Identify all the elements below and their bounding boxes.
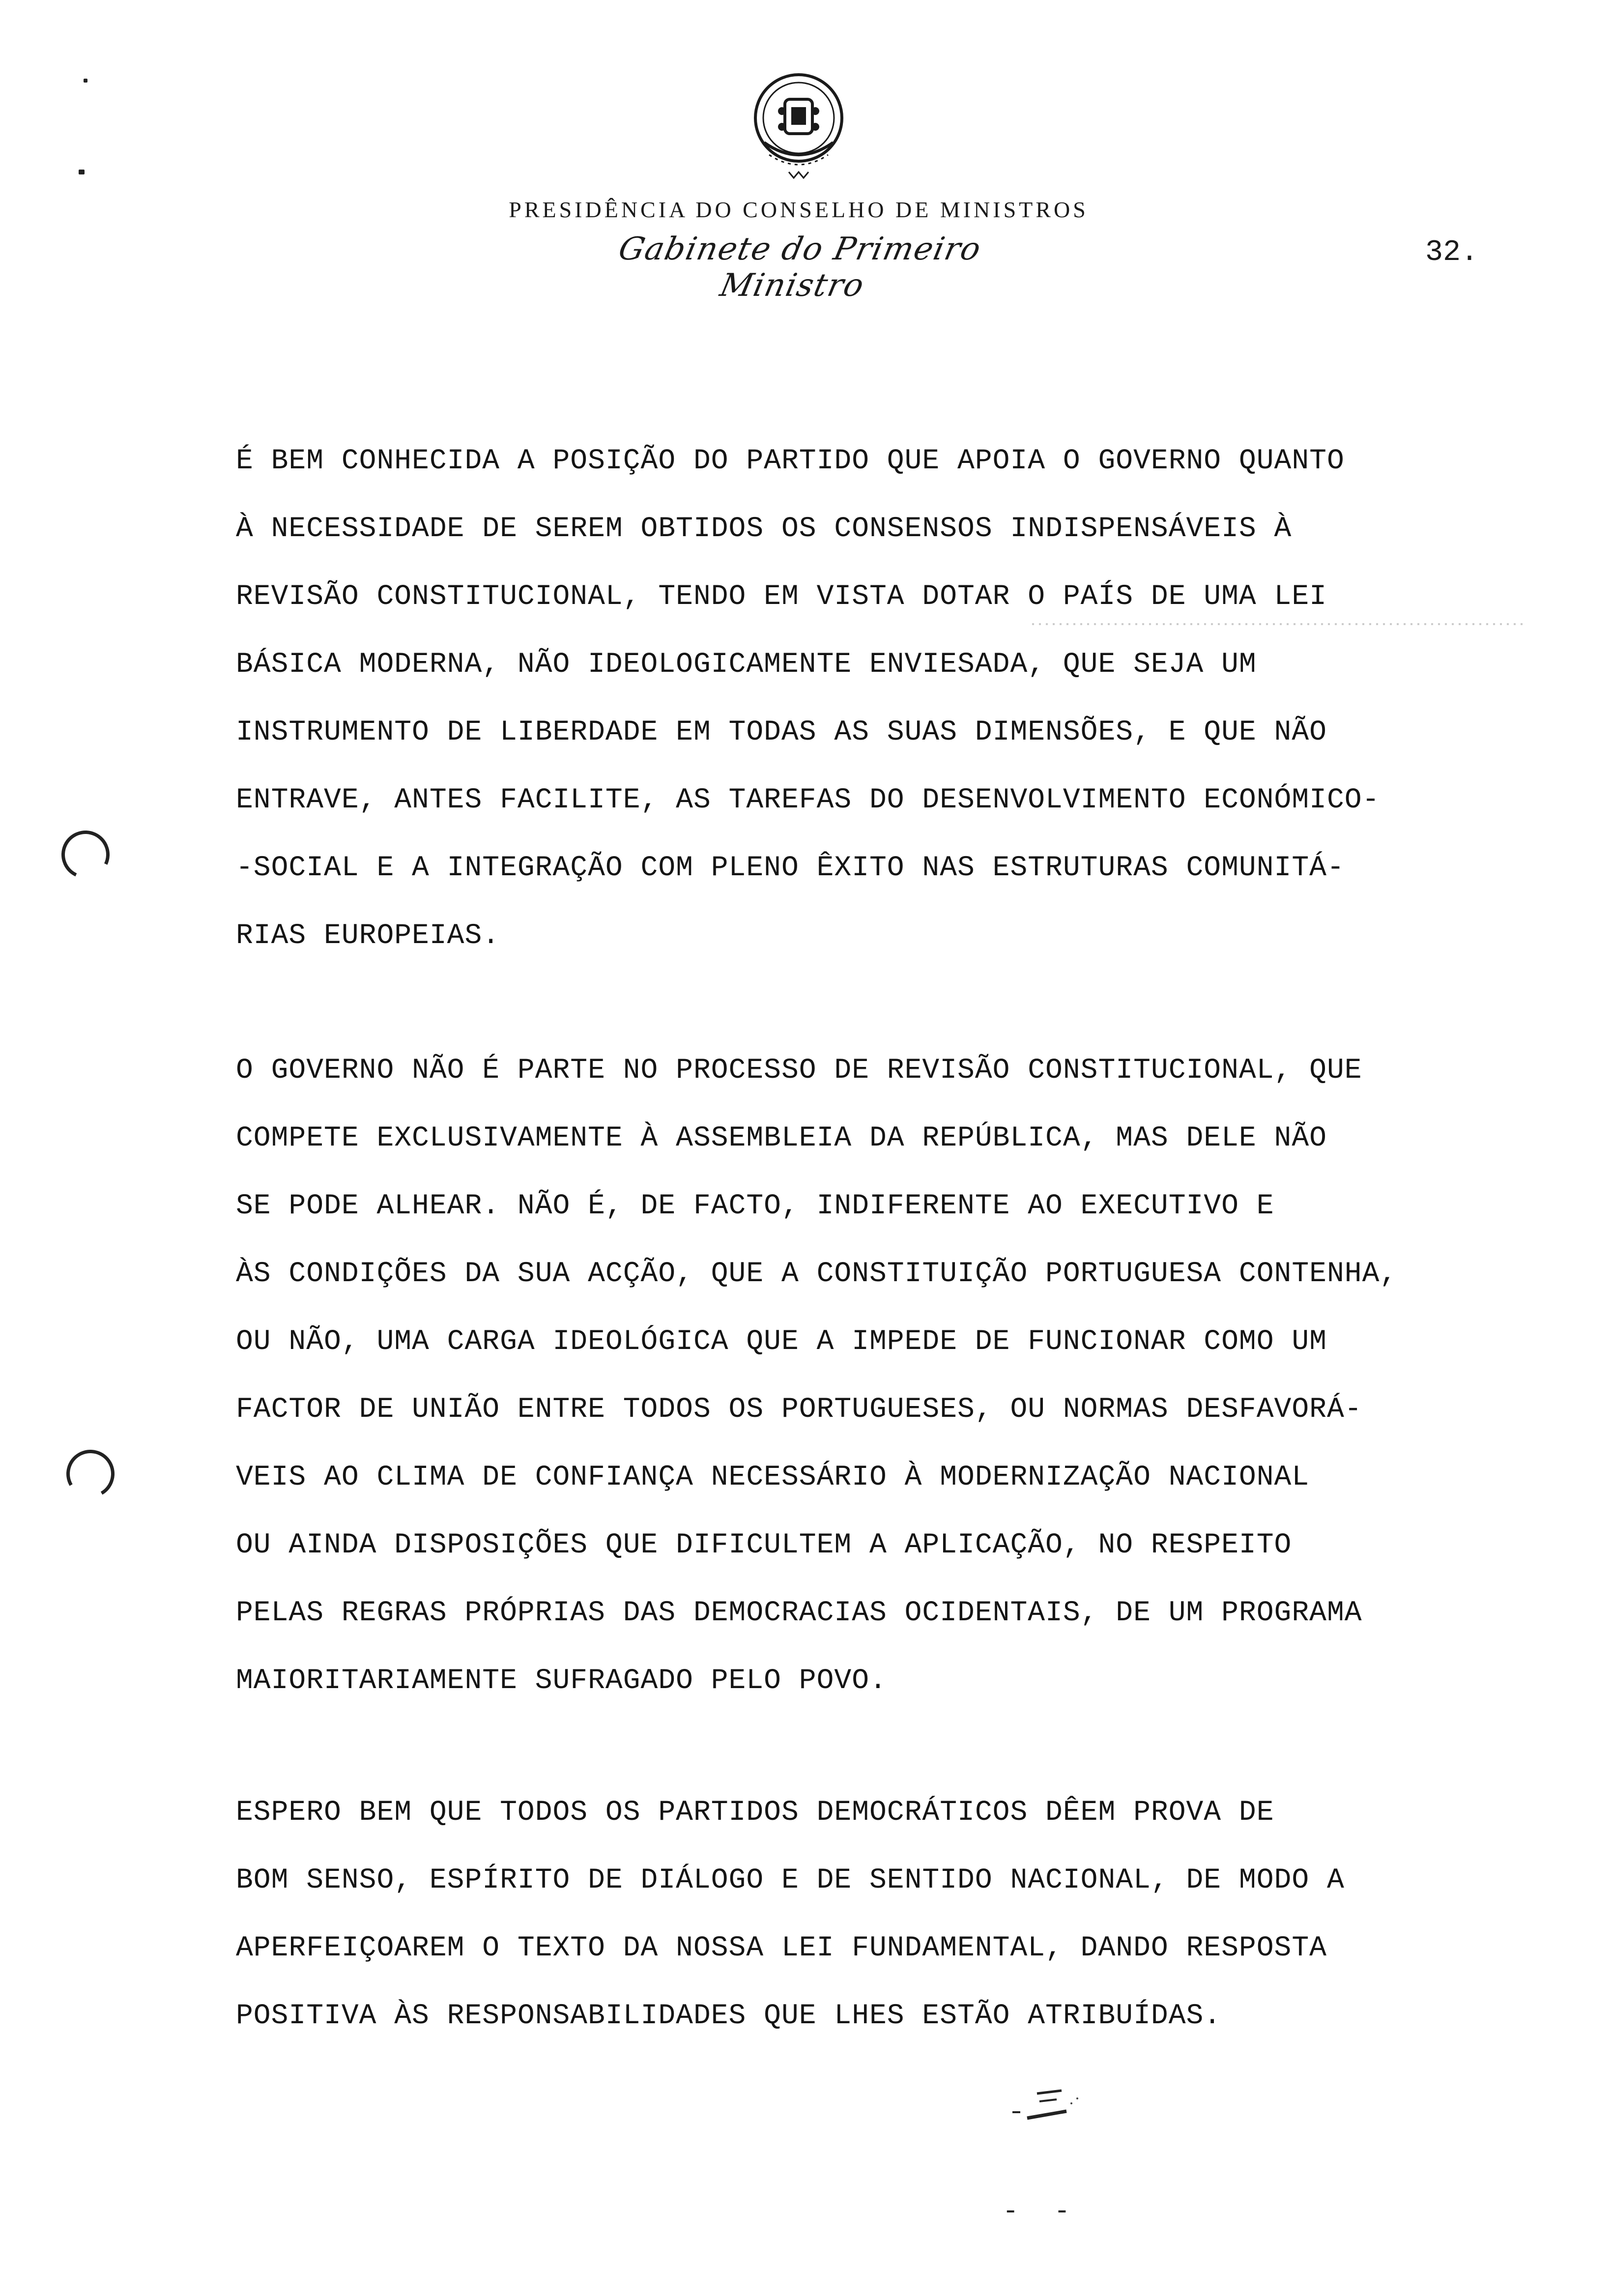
page-number: 32. — [1425, 236, 1479, 269]
paragraph-3 — [236, 1779, 1563, 2050]
text-line: COMPETE EXCLUSIVAMENTE À ASSEMBLEIA DA REPÚBLICA, MAS DELE NÃO — [236, 1122, 1327, 1154]
text-line: VEIS AO CLIMA DE CONFIANÇA NECESSÁRIO À MODERNIZAÇÃO NACIONAL — [236, 1462, 1310, 1493]
text-line: O GOVERNO NÃO É PARTE NO PROCESSO DE REVISÃO CONSTITUCIONAL, QUE — [236, 1055, 1362, 1087]
organization-name: PRESIDÊNCIA DO CONSELHO DE MINISTROS — [509, 197, 1089, 222]
text-line: -SOCIAL E A INTEGRAÇÃO COM PLENO ÊXITO NAS ESTRUTURAS COMUNITÁ- — [236, 852, 1345, 884]
punch-hole-icon — [61, 1444, 120, 1503]
text-line: À NECESSIDADE DE SEREM OBTIDOS OS CONSENSOS INDISPENSÁVEIS À — [236, 513, 1292, 545]
footer-dashes: - - — [1003, 2197, 1080, 2227]
text-line: ESPERO BEM QUE TODOS OS PARTIDOS DEMOCRÁTICOS DÊEM PROVA DE — [236, 1797, 1274, 1829]
text-line: POSITIVA ÀS RESPONSABILIDADES QUE LHES ESTÃO ATRIBUÍDAS. — [236, 2000, 1222, 2032]
punch-hole-icon — [55, 824, 116, 886]
text-line: ENTRAVE, ANTES FACILITE, AS TAREFAS DO DESENVOLVIMENTO ECONÓMICO- — [236, 784, 1380, 816]
text-line: BOM SENSO, ESPÍRITO DE DIÁLOGO E DE SENTIDO NACIONAL, DE MODO A — [236, 1865, 1345, 1896]
initials-scribble-icon — [998, 2084, 1086, 2143]
margin-speck — [84, 79, 87, 83]
paragraph-2 — [236, 1037, 1563, 1715]
text-line: INSTRUMENTO DE LIBERDADE EM TODAS AS SUAS DIMENSÕES, E QUE NÃO — [236, 717, 1327, 748]
text-line: OU AINDA DISPOSIÇÕES QUE DIFICULTEM A APLICAÇÃO, NO RESPEITO — [236, 1529, 1292, 1561]
scan-noise — [1032, 623, 1524, 625]
text-line: É BEM CONHECIDA A POSIÇÃO DO PARTIDO QUE APOIA O GOVERNO QUANTO — [236, 445, 1345, 477]
text-line: APERFEIÇOAREM O TEXTO DA NOSSA LEI FUNDAMENTAL, DANDO RESPOSTA — [236, 1932, 1327, 1964]
text-line: PELAS REGRAS PRÓPRIAS DAS DEMOCRACIAS OCIDENTAIS, DE UM PROGRAMA — [236, 1597, 1362, 1629]
coat-of-arms-seal-icon — [735, 69, 863, 192]
text-line: SE PODE ALHEAR. NÃO É, DE FACTO, INDIFERENTE AO EXECUTIVO E — [236, 1190, 1274, 1222]
paragraph-1 — [236, 428, 1563, 970]
text-line: BÁSICA MODERNA, NÃO IDEOLOGICAMENTE ENVIESADA, QUE SEJA UM — [236, 649, 1257, 681]
text-line: OU NÃO, UMA CARGA IDEOLÓGICA QUE A IMPEDE DE FUNCIONAR COMO UM — [236, 1326, 1327, 1358]
text-line: MAIORITARIAMENTE SUFRAGADO PELO POVO. — [236, 1665, 887, 1697]
text-line: ÀS CONDIÇÕES DA SUA ACÇÃO, QUE A CONSTITUIÇÃO PORTUGUESA CONTENHA, — [236, 1258, 1398, 1290]
text-line: FACTOR DE UNIÃO ENTRE TODOS OS PORTUGUESES, OU NORMAS DESFAVORÁ- — [236, 1394, 1362, 1426]
margin-speck — [79, 170, 85, 174]
text-line: REVISÃO CONSTITUCIONAL, TENDO EM VISTA DOTAR O PAÍS DE UMA LEI — [236, 581, 1327, 613]
department-signature: Gabinete do Primeiro Ministro — [615, 231, 985, 304]
text-line: RIAS EUROPEIAS. — [236, 920, 500, 952]
